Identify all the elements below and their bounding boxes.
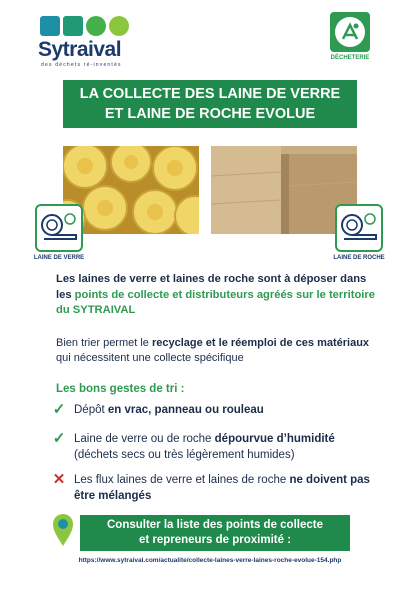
item-text: Dépôt — [74, 404, 108, 416]
title-banner — [63, 80, 357, 128]
decheterie-badge — [330, 12, 370, 52]
item-bold: en vrac, panneau ou rouleau — [107, 404, 264, 416]
wool-roll-icon — [40, 211, 78, 245]
note-text — [56, 336, 376, 366]
glass-wool-caption: LAINE DE VERRE — [33, 255, 85, 261]
check-icon: ✓ — [52, 401, 66, 418]
list-item — [52, 402, 382, 418]
source-link[interactable]: https://www.sytraival.com/actualite/collecte-laines-verre-laines-roche-evolue-154.php — [78, 557, 342, 564]
list-item — [52, 472, 382, 504]
note-a: Bien trier permet le — [56, 337, 152, 349]
logo-block — [63, 16, 83, 36]
title-line-1: LA COLLECTE DES LAINE DE VERRE — [79, 86, 341, 102]
list-item — [52, 431, 382, 463]
logo-block — [109, 16, 129, 36]
note-c: qui nécessitent une collecte spécifique — [56, 352, 244, 364]
location-pin-icon — [52, 513, 74, 552]
decheterie-icon — [334, 16, 366, 48]
gestes-heading: Les bons gestes de tri : — [56, 383, 185, 395]
item-text: Les flux laines de verre et laines de roche — [74, 474, 290, 486]
intro-text — [56, 272, 376, 319]
rock-wool-caption: LAINE DE ROCHE — [333, 255, 385, 261]
intro-part-2: points de collecte et distributeurs agréés sur le territoire du SYTRAIVAL — [56, 288, 375, 316]
item-text: Laine de verre ou de roche — [74, 433, 215, 445]
consult-line-2: et repreneurs de proximité : — [138, 534, 292, 546]
check-icon: ✓ — [52, 430, 66, 447]
intro-part-1: Les laines de verre et laines de roche sont à déposer dans les — [56, 273, 367, 301]
title-line-2: ET LAINE DE ROCHE EVOLUE — [104, 106, 316, 122]
consult-banner[interactable] — [80, 515, 350, 551]
consult-line-1: Consulter la liste des points de collecte — [106, 518, 323, 531]
note-b: recyclage et le réemploi de ces matériaux — [151, 337, 370, 349]
logo-tagline: des déchets ré-inventés — [41, 62, 122, 68]
logo-blocks — [40, 16, 129, 36]
item-bold: ne doivent pas être mélangés — [74, 474, 370, 502]
item-text-end: (déchets secs ou très légèrement humides) — [74, 449, 295, 461]
logo-block — [86, 16, 106, 36]
decheterie-label: DÉCHETERIE — [330, 55, 370, 61]
item-bold: dépourvue d’humidité — [214, 433, 335, 445]
logo-block — [40, 16, 60, 36]
glass-wool-photo — [63, 146, 199, 234]
glass-wool-badge — [35, 204, 83, 252]
cross-icon: ✕ — [52, 471, 66, 488]
wool-roll-icon — [340, 211, 378, 245]
logo-name: Sytraival — [38, 38, 122, 61]
rock-wool-badge — [335, 204, 383, 252]
